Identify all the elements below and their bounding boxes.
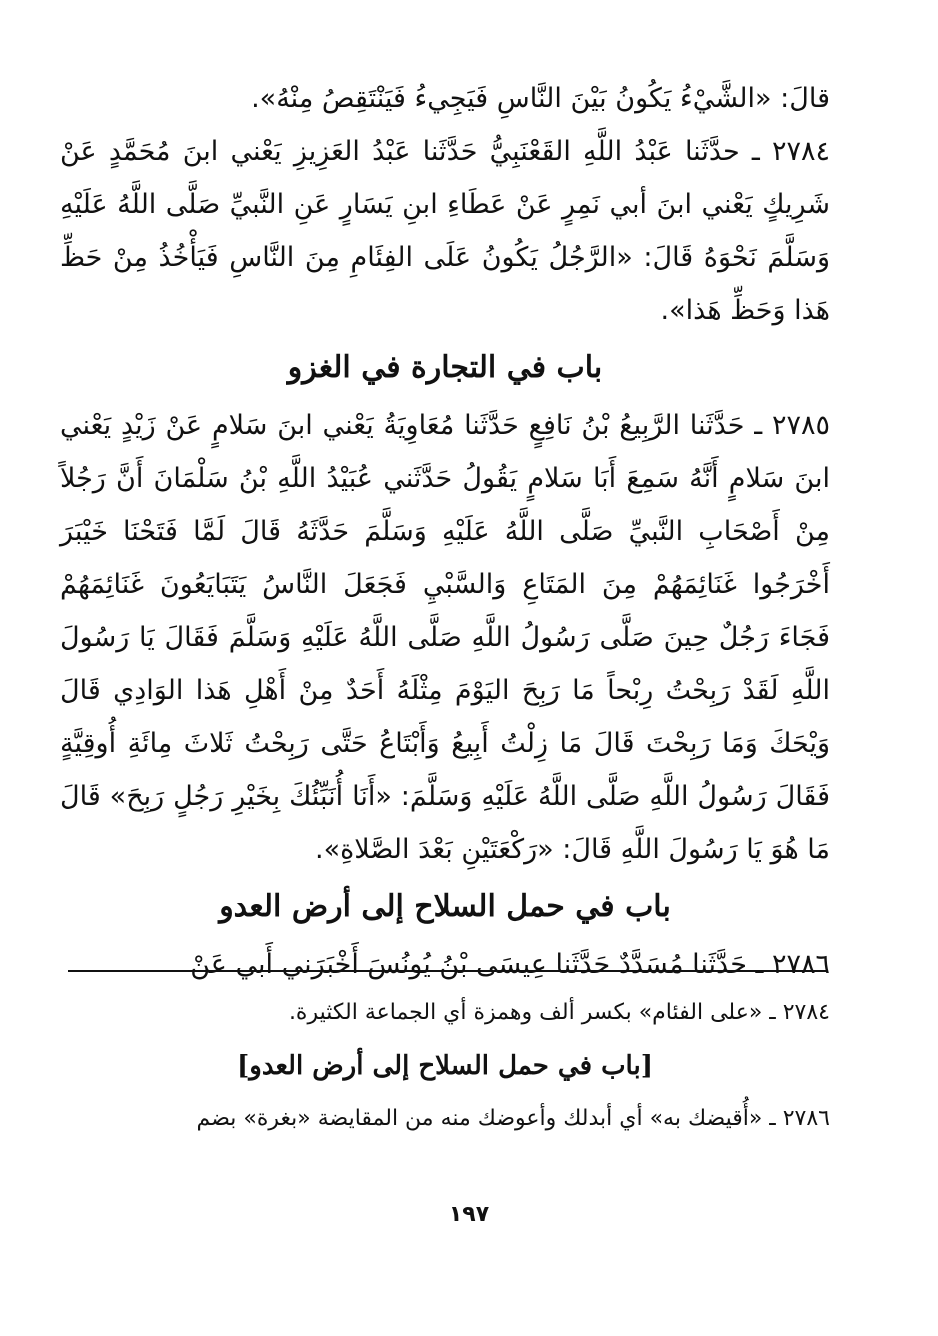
footnote-2786: ٢٧٨٦ ـ «أُقيضك به» أي أبدلك وأعوضك منه من المقايضة «بغرة» بضم [196, 1106, 830, 1131]
footnote-2784: ٢٧٨٤ ـ «على الفئام» بكسر ألف وهمزة أي الجماعة الكثيرة. [288, 1000, 830, 1025]
hadith-2784: ٢٧٨٤ ـ حدَّثَنا عَبْدُ اللَّهِ القَعْنَبِيُّ حَدَّثَنا عَبْدُ العَزِيزِ يَعْني ابنَ مُحَمَّدٍ عَنْ شَرِيكٍ يَعْني ابنَ أبي نَمِرٍ عَنْ عَطَاءِ ابنِ يَسَارٍ عَنِ النَّبيِّ صَلَّى اللَّهُ عَلَيْهِ وَسَلَّمَ نَحْوَهُ قَالَ: «الرَّجُلُ يَكُونُ عَلَى الفِئَامِ مِنَ النَّاسِ فَيَأْخُذُ مِنْ حَظِّ هَذا وَحَظِّ هَذا». [60, 136, 830, 326]
chapter-heading-carrying-weapons: باب في حمل السلاح إلى أرض العدو [219, 889, 671, 924]
page-number: ١٩٧ [448, 1202, 490, 1227]
footnotes [60, 990, 830, 1142]
paragraph-continuation: قالَ: «الشَّيْءُ يَكُونُ بَيْنَ النَّاسِ فَيَجِيءُ فَيَنْتَقِصُ مِنْهُ». [251, 83, 830, 114]
footnote-divider [68, 970, 826, 972]
hadith-2785: ٢٧٨٥ ـ حَدَّثَنا الرَّبِيعُ بْنُ نَافِعٍ حَدَّثَنا مُعَاوِيَةُ يَعْني ابنَ سَلامٍ عَنْ زَيْدٍ يَعْني ابنَ سَلامٍ أَنَّهُ سَمِعَ أَبَا سَلامٍ يَقُولُ حَدَّثَني عُبَيْدُ اللَّهِ بْنُ سَلْمَانَ أَنَّ رَجُلاً مِنْ أَصْحَابِ النَّبيِّ صَلَّى اللَّهُ عَلَيْهِ وَسَلَّمَ حَدَّثَهُ قَالَ لَمَّا فَتَحْنَا خَيْبَرَ أَخْرَجُوا غَنَائِمَهُمْ مِنَ المَتَاعِ وَالسَّبْيِ فَجَعَلَ النَّاسُ يَتَبَايَعُونَ غَنَائِمَهُمْ فَجَاءَ رَجُلٌ حِينَ صَلَّى رَسُولُ اللَّهِ صَلَّى اللَّهُ عَلَيْهِ وَسَلَّمَ فَقَالَ يَا رَسُولَ اللَّهِ لَقَدْ رَبِحْتُ رِبْحاً مَا رَبِحَ اليَوْمَ مِثْلَهُ أَحَدٌ مِنْ أَهْلِ هَذا الوَادِي قَالَ وَيْحَكَ وَمَا رَبِحْتَ قَالَ مَا زِلْتُ أَبِيعُ وَأَبْتَاعُ حَتَّى رَبِحْتُ ثَلاثَ مِائَةِ أُوقِيَّةٍ فَقَالَ رَسُولُ اللَّهِ صَلَّى اللَّهُ عَلَيْهِ وَسَلَّمَ: «أَنَا أُنَبِّئُكَ بِخَيْرِ رَجُلٍ رَبِحَ» قَالَ مَا هُوَ يَا رَسُولَ اللَّهِ قَالَ: «رَكْعَتَيْنِ بَعْدَ الصَّلاةِ». [60, 410, 830, 865]
footnote-chapter-heading: [باب في حمل السلاح إلى أرض العدو] [237, 1051, 653, 1081]
chapter-heading-trade-in-raids: باب في التجارة في الغزو [287, 350, 603, 385]
hadith-2786: ٢٧٨٦ ـ حَدَّثَنا مُسَدَّدٌ حَدَّثَنا عِيسَى بْنُ يُونُسَ أَخْبَرَني أَبي عَنْ [190, 949, 830, 980]
main-text [60, 72, 830, 991]
